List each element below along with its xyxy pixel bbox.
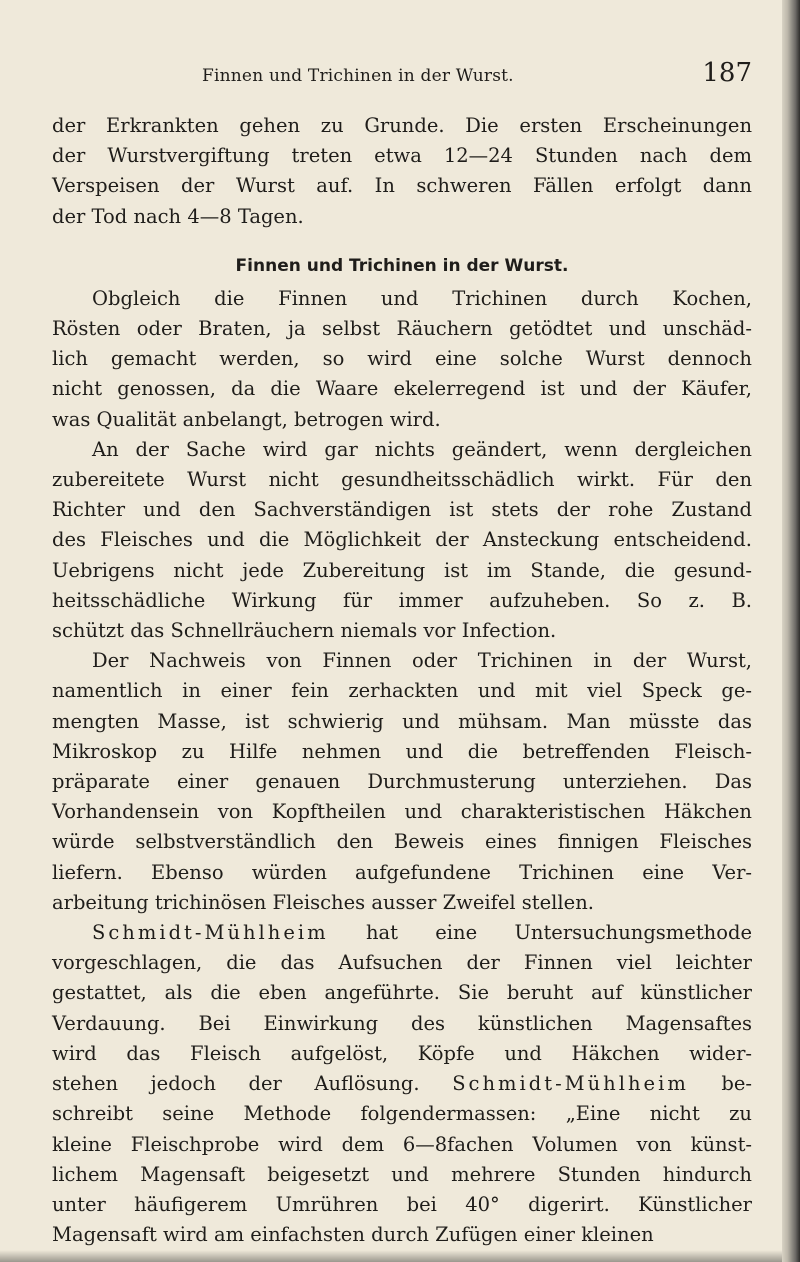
text-line: wird das Fleisch aufgelöst, Köpfe und Häkchen wider- <box>52 1041 752 1065</box>
text-line: Vorhandensein von Kopftheilen und charakteristischen Häkchen <box>52 800 752 824</box>
text-line: Richter und den Sachverständigen ist stets der rohe Zustand <box>52 498 752 522</box>
text-fragment: be- <box>688 1072 753 1096</box>
text-line: der Tod nach 4—8 Tagen. <box>52 204 304 228</box>
text-line: des Fleisches und die Möglichkeit der Ansteckung entscheidend. <box>52 528 752 552</box>
text-line: lichem Magensaft beigesetzt und mehrere Stunden hindurch <box>52 1162 752 1186</box>
paragraph-5 <box>52 918 752 1250</box>
text-fragment: hat eine Untersuchungsmethode <box>328 921 752 945</box>
text-line: was Qualität anbelangt, betrogen wird. <box>52 407 441 431</box>
text-line: An der Sache wird gar nichts geändert, wenn dergleichen <box>92 437 752 461</box>
text-line: nicht genossen, da die Waare ekelerregend ist und der Käufer, <box>52 377 752 401</box>
text-line <box>52 918 752 948</box>
text-line: arbeitung trichinösen Fleisches ausser Zweifel stellen. <box>52 890 594 914</box>
text-line: unter häufigerem Umrühren bei 40° digerirt. Künstlicher <box>52 1192 752 1216</box>
text-line: der Erkrankten gehen zu Grunde. Die ersten Erscheinungen <box>52 114 752 137</box>
text-line: schreibt seine Methode folgendermassen: „Eine nicht zu <box>52 1102 752 1126</box>
text-line: Uebrigens nicht jede Zubereitung ist im Stande, die gesund- <box>52 558 752 582</box>
text-line: kleine Fleischprobe wird dem 6—8fachen Volumen von künst- <box>52 1132 752 1156</box>
text-line: zubereitete Wurst nicht gesundheitsschädlich wirkt. Für den <box>52 468 752 492</box>
text-line <box>52 1069 752 1099</box>
text-line: heitsschädliche Wirkung für immer aufzuheben. So z. B. <box>52 588 752 612</box>
text-line: Verdauung. Bei Einwirkung des künstlichen Magensaftes <box>52 1011 752 1035</box>
paragraph-1 <box>52 111 752 232</box>
text-fragment: stehen jedoch der Auflösung. <box>52 1072 453 1096</box>
text-line: Der Nachweis von Finnen oder Trichinen in der Wurst, <box>92 649 752 673</box>
paragraph-3 <box>52 435 752 646</box>
section-heading: Finnen und Trichinen in der Wurst. <box>235 255 569 276</box>
text-line: mengten Masse, ist schwierig und mühsam. Man müsste das <box>52 709 752 733</box>
text-line: Rösten oder Braten, ja selbst Räuchern getödtet und unschäd- <box>52 317 752 341</box>
bottom-edge-shadow <box>0 1250 782 1262</box>
text-line: der Wurstvergiftung treten etwa 12—24 Stunden nach dem <box>52 144 752 168</box>
text-line: Verspeisen der Wurst auf. In schweren Fällen erfolgt dann <box>52 174 752 198</box>
author-name: Schmidt-Mühlheim <box>452 1072 689 1096</box>
paragraph-4 <box>52 646 752 918</box>
page-header <box>52 58 752 92</box>
text-line: namentlich in einer fein zerhackten und mit viel Speck ge- <box>52 679 752 703</box>
text-line: Mikroskop zu Hilfe nehmen und die betreffenden Fleisch- <box>52 739 752 763</box>
text-line: würde selbstverständlich den Beweis eines finnigen Fleisches <box>52 830 752 854</box>
text-line: Magensaft wird am einfachsten durch Zufügen einer kleinen <box>52 1223 654 1247</box>
author-name: Schmidt-Mühlheim <box>92 921 329 945</box>
paragraph-2 <box>52 284 752 435</box>
page-edge-shadow <box>782 0 800 1262</box>
text-line: vorgeschlagen, die das Aufsuchen der Finnen viel leichter <box>52 951 752 975</box>
page-number: 187 <box>702 58 752 88</box>
text-line: schützt das Schnellräuchern niemals vor Infection. <box>52 619 557 643</box>
text-line: liefern. Ebenso würden aufgefundene Trichinen eine Ver- <box>52 860 752 884</box>
text-line: lich gemacht werden, so wird eine solche Wurst dennoch <box>52 347 752 371</box>
text-line: gestattet, als die eben angeführte. Sie beruht auf künstlicher <box>52 981 752 1005</box>
running-head: Finnen und Trichinen in der Wurst. <box>202 66 514 86</box>
body-text <box>52 111 752 1250</box>
text-line: präparate einer genauen Durchmusterung unterziehen. Das <box>52 770 752 794</box>
text-line: Obgleich die Finnen und Trichinen durch Kochen, <box>92 286 752 310</box>
